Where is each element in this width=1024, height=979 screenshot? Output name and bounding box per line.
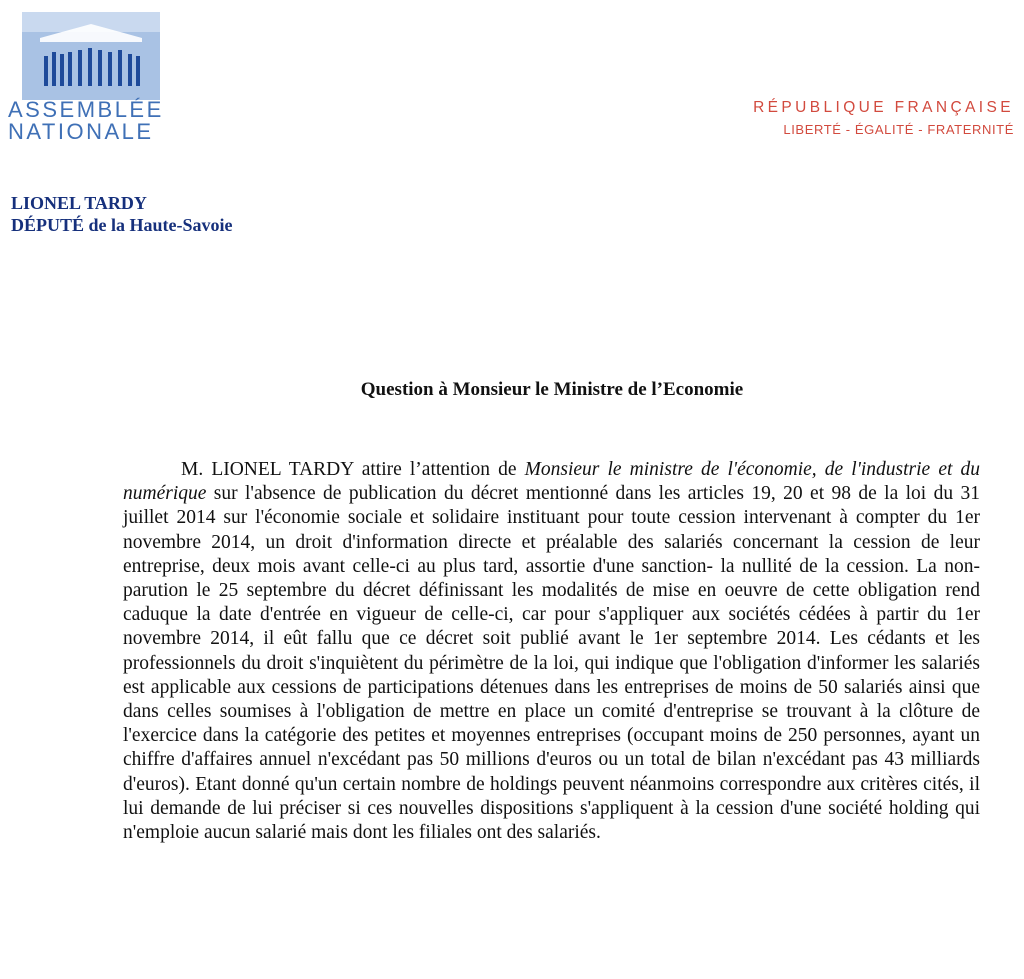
question-intro: M. LIONEL TARDY attire l’attention de	[181, 459, 525, 480]
question-addressee: Monsieur le ministre de l'économie, de l'industrie et du numérique	[123, 459, 980, 505]
republique-title: RÉPUBLIQUE FRANÇAISE	[753, 99, 1014, 116]
assemblee-building-icon	[22, 12, 160, 100]
logo-text-assemblee: ASSEMBLÉE	[8, 97, 164, 122]
author-block	[11, 192, 233, 236]
republique-motto: LIBERTÉ - ÉGALITÉ - FRATERNITÉ	[783, 122, 1014, 137]
author-role: DÉPUTÉ de la Haute-Savoie	[11, 215, 233, 235]
republique-francaise-heading	[753, 98, 1014, 140]
question-title: Question à Monsieur le Ministre de l’Economie	[360, 379, 744, 400]
question-body	[123, 458, 980, 845]
assemblee-nationale-logo	[8, 12, 164, 144]
author-name: LIONEL TARDY	[11, 193, 147, 213]
question-text: sur l'absence de publication du décret mentionné dans les articles 19, 20 et 98 de la loi du 31 juillet 2014 sur l'économie sociale et solidaire instituant pour toute cession intervenant à compter du 1er novembre 2014, un droit d'information directe et préalable des salariés concernant la cession de leur entreprise, deux mois avant celle-ci au plus tard, assortie d'une sanction- la nullité de la cession. La non-parution le 25 septembre du décret définissant les modalités de mise en oeuvre de cette obligation rend caduque la date d'entrée en vigueur de celle-ci, car pour s'appliquer aux sociétés cédées à partir du 1er novembre 2014, il eût fallu que ce décret soit publié avant le 1er septembre 2014. Les cédants et les professionnels du droit s'inquiètent du périmètre de la loi, qui indique que l'obligation d'informer les salariés est applicable aux cessions de participations détenues dans les entreprises de moins de 50 salariés ainsi que dans celles soumises à l'obligation de mettre en place un comité d'entreprise se trouvant à la clôture de l'exercice dans la catégorie des petites et moyennes entreprises (occupant moins de 250 personnes, ayant un chiffre d'affaires annuel n'excédant pas 50 millions d'euros ou un total de bilan n'excédant pas 43 milliards d'euros). Etant donné qu'un certain nombre de holdings peuvent néanmoins correspondre aux critères cités, il lui demande de lui préciser si ces nouvelles dispositions s'appliquent à la cession d'une société holding qui n'emploie aucun salarié mais dont les filiales ont des salariés.	[123, 483, 980, 844]
logo-text-nationale: NATIONALE	[8, 119, 154, 144]
